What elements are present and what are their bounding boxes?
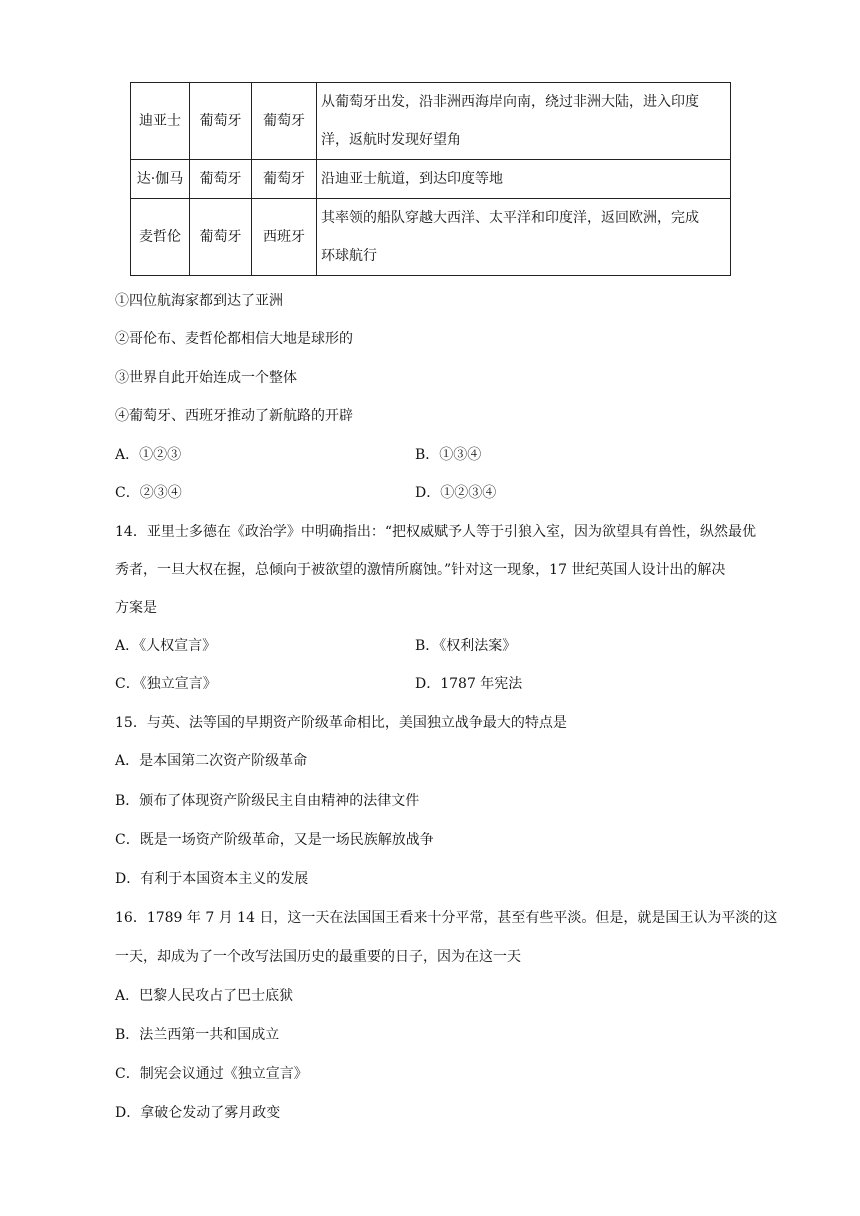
- table-row: [131, 199, 731, 276]
- table-row: [131, 83, 731, 160]
- table-cell-navigator: 麦哲伦: [131, 199, 190, 276]
- q13-statement: ②哥伦布、麦哲伦都相信大地是球形的: [115, 331, 353, 347]
- q14-option-b[interactable]: B．《权利法案》: [415, 638, 517, 654]
- q16-stem-line: 一天，却成为了一个改写法国历史的最重要的日子，因为在这一天: [115, 949, 521, 965]
- q15-option-a[interactable]: A．是本国第二次资产阶级革命: [115, 753, 308, 769]
- q13-statement: ③世界自此开始连成一个整体: [115, 370, 297, 386]
- description-line: 沿迪亚士航道，到达印度等地: [321, 171, 503, 187]
- table-cell-sponsor: 葡萄牙: [252, 160, 317, 199]
- q14-stem-line: [115, 521, 756, 541]
- table-cell-sponsor: 葡萄牙: [252, 83, 317, 160]
- q15-option-b[interactable]: B．颁布了体现资产阶级民主自由精神的法律文件: [115, 793, 420, 809]
- q13-option-d[interactable]: D．①②③④: [415, 485, 497, 501]
- table-cell-country: 葡萄牙: [190, 199, 252, 276]
- q13-option-c[interactable]: C．②③④: [115, 485, 182, 501]
- q13-option-b[interactable]: B．①③④: [415, 447, 482, 463]
- q13-statement: ④葡萄牙、西班牙推动了新航路的开辟: [115, 408, 353, 424]
- q16-option-c[interactable]: C．制宪会议通过《独立宣言》: [115, 1066, 308, 1082]
- description-line: 环球航行: [321, 248, 377, 264]
- q15-option-c[interactable]: C．既是一场资产阶级革命，又是一场民族解放战争: [115, 832, 434, 848]
- table-cell-description: [317, 199, 731, 276]
- q15-stem-line: [115, 712, 567, 732]
- table-cell-navigator: 迪亚士: [131, 83, 190, 160]
- table-row: [131, 160, 731, 199]
- q14-stem-text: 亚里士多德在《政治学》中明确指出：“把权威赋予人等于引狼入室，因为欲望具有兽性，纵然最优: [146, 524, 756, 540]
- q16-option-b[interactable]: B．法兰西第一共和国成立: [115, 1027, 280, 1043]
- q13-option-a[interactable]: A．①②③: [115, 447, 182, 463]
- q16-stem-line: [115, 907, 777, 927]
- q16-stem-text: 1789 年 7 月 14 日，这一天在法国国王看来十分平常，甚至有些平淡。但是，就是国王认为平淡的这: [146, 910, 778, 926]
- q14-number: 14．: [115, 524, 147, 540]
- table-cell-sponsor: 西班牙: [252, 199, 317, 276]
- q14-stem-line: 方案是: [115, 600, 157, 616]
- q16-option-d[interactable]: D．拿破仑发动了雾月政变: [115, 1105, 281, 1121]
- table-cell-description: [317, 83, 731, 160]
- table-cell-navigator: 达·伽马: [131, 160, 190, 199]
- table-cell-country: 葡萄牙: [190, 160, 252, 199]
- q15-number: 15．: [115, 715, 147, 731]
- description-line: 从葡萄牙出发，沿非洲西海岸向南，绕过非洲大陆，进入印度: [321, 94, 699, 110]
- description-line: 其率领的船队穿越大西洋、太平洋和印度洋，返回欧洲，完成: [321, 210, 699, 226]
- q16-number: 16．: [115, 910, 147, 926]
- q14-option-a[interactable]: A．《人权宣言》: [115, 638, 217, 654]
- q14-option-d[interactable]: D．1787 年宪法: [415, 676, 523, 692]
- q16-option-a[interactable]: A．巴黎人民攻占了巴士底狱: [115, 988, 294, 1004]
- q15-stem-text: 与英、法等国的早期资产阶级革命相比，美国独立战争最大的特点是: [146, 715, 567, 731]
- q14-stem-line: 秀者，一旦大权在握，总倾向于被欲望的激情所腐蚀。”针对这一现象，17 世纪英国人设计出的解决: [115, 562, 726, 578]
- q15-option-d[interactable]: D．有利于本国资本主义的发展: [115, 871, 309, 887]
- table-cell-country: 葡萄牙: [190, 83, 252, 160]
- table-cell-description: [317, 160, 731, 199]
- q14-option-c[interactable]: C．《独立宣言》: [115, 676, 217, 692]
- description-line: 洋，返航时发现好望角: [321, 132, 461, 148]
- q13-statement: ①四位航海家都到达了亚洲: [115, 293, 283, 309]
- navigators-table: [130, 82, 731, 276]
